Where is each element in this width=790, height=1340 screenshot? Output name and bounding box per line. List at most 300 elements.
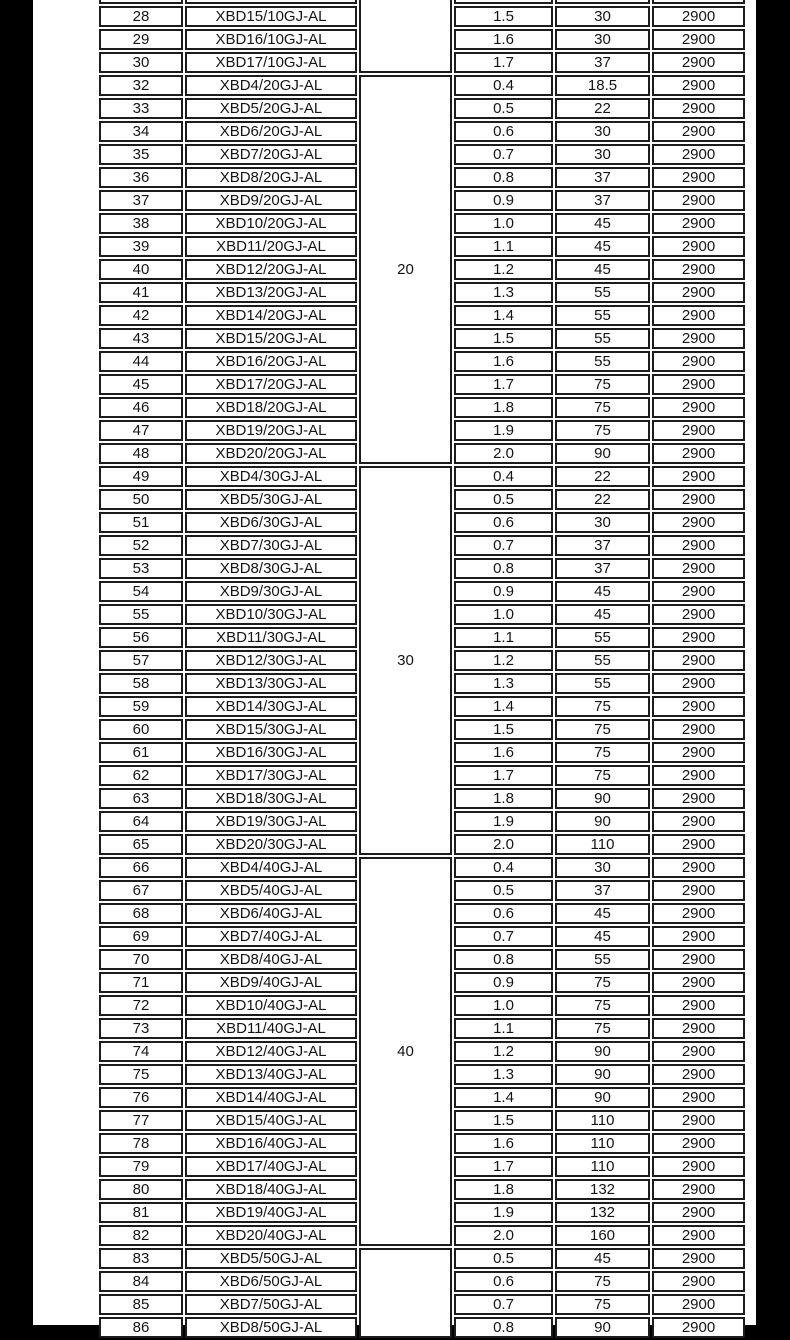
speed-cell: 2900 xyxy=(652,190,745,211)
model-cell: XBD17/40GJ-AL xyxy=(185,1156,357,1177)
model-cell: XBD15/40GJ-AL xyxy=(185,1110,357,1131)
model-cell: XBD19/30GJ-AL xyxy=(185,811,357,832)
speed-cell: 2900 xyxy=(652,121,745,142)
flow-cell: 0.8 xyxy=(454,558,553,579)
flow-cell: 1.5 xyxy=(454,1110,553,1131)
flow-cell: 0.6 xyxy=(454,512,553,533)
model-cell: XBD11/30GJ-AL xyxy=(185,627,357,648)
row-number-cell: 52 xyxy=(99,535,183,556)
flow-cell: 0.4 xyxy=(454,75,553,96)
row-number-cell: 35 xyxy=(99,144,183,165)
power-cell: 30 xyxy=(555,512,650,533)
row-number-cell: 40 xyxy=(99,259,183,280)
row-number-cell: 53 xyxy=(99,558,183,579)
speed-cell: 2900 xyxy=(652,374,745,395)
flow-cell: 1.6 xyxy=(454,351,553,372)
row-number-cell: 32 xyxy=(99,75,183,96)
model-cell: XBD11/40GJ-AL xyxy=(185,1018,357,1039)
model-cell: XBD5/40GJ-AL xyxy=(185,880,357,901)
power-cell: 37 xyxy=(555,880,650,901)
power-cell: 45 xyxy=(555,604,650,625)
speed-cell: 2900 xyxy=(652,52,745,73)
speed-cell: 2900 xyxy=(652,696,745,717)
model-cell: XBD5/50GJ-AL xyxy=(185,1248,357,1269)
speed-cell: 2900 xyxy=(652,972,745,993)
table-paper-background xyxy=(33,0,756,1336)
model-cell: XBD20/20GJ-AL xyxy=(185,443,357,464)
power-cell: 37 xyxy=(555,190,650,211)
power-cell: 55 xyxy=(555,305,650,326)
row-number-cell: 38 xyxy=(99,213,183,234)
model-cell: XBD13/40GJ-AL xyxy=(185,1064,357,1085)
flow-cell: 0.7 xyxy=(454,1294,553,1315)
model-cell: XBD9/30GJ-AL xyxy=(185,581,357,602)
group-label-cell xyxy=(359,1248,452,1338)
speed-cell: 2900 xyxy=(652,857,745,878)
model-cell: XBD14/20GJ-AL xyxy=(185,305,357,326)
power-cell: 45 xyxy=(555,581,650,602)
power-cell: 45 xyxy=(555,236,650,257)
row-number-cell: 66 xyxy=(99,857,183,878)
model-cell: XBD18/30GJ-AL xyxy=(185,788,357,809)
speed-cell: 2900 xyxy=(652,1179,745,1200)
model-cell: XBD20/40GJ-AL xyxy=(185,1225,357,1246)
power-cell: 75 xyxy=(555,742,650,763)
power-cell: 110 xyxy=(555,1110,650,1131)
model-cell: XBD10/20GJ-AL xyxy=(185,213,357,234)
model-cell: XBD18/40GJ-AL xyxy=(185,1179,357,1200)
power-cell: 75 xyxy=(555,420,650,441)
flow-cell: 0.4 xyxy=(454,466,553,487)
model-cell: XBD5/20GJ-AL xyxy=(185,98,357,119)
speed-cell: 2900 xyxy=(652,259,745,280)
model-cell: XBD7/30GJ-AL xyxy=(185,535,357,556)
flow-cell: 1.9 xyxy=(454,811,553,832)
row-number-cell: 75 xyxy=(99,1064,183,1085)
speed-cell xyxy=(652,0,745,4)
model-cell: XBD10/40GJ-AL xyxy=(185,995,357,1016)
row-number-cell: 72 xyxy=(99,995,183,1016)
row-number-cell: 77 xyxy=(99,1110,183,1131)
row-number-cell: 62 xyxy=(99,765,183,786)
speed-cell: 2900 xyxy=(652,995,745,1016)
model-cell: XBD8/50GJ-AL xyxy=(185,1317,357,1338)
power-cell: 30 xyxy=(555,6,650,27)
model-cell: XBD17/20GJ-AL xyxy=(185,374,357,395)
row-number-cell: 64 xyxy=(99,811,183,832)
speed-cell: 2900 xyxy=(652,627,745,648)
speed-cell: 2900 xyxy=(652,926,745,947)
flow-cell: 1.2 xyxy=(454,259,553,280)
flow-cell: 1.6 xyxy=(454,29,553,50)
flow-cell xyxy=(454,0,553,4)
speed-cell: 2900 xyxy=(652,443,745,464)
flow-cell: 0.6 xyxy=(454,903,553,924)
power-cell xyxy=(555,0,650,4)
group-label-cell: 40 xyxy=(359,857,452,1246)
group-label-cell xyxy=(359,0,452,73)
flow-cell: 0.5 xyxy=(454,98,553,119)
power-cell: 37 xyxy=(555,167,650,188)
power-cell: 55 xyxy=(555,627,650,648)
power-cell: 90 xyxy=(555,1064,650,1085)
row-number-cell: 42 xyxy=(99,305,183,326)
model-cell: XBD6/20GJ-AL xyxy=(185,121,357,142)
flow-cell: 1.8 xyxy=(454,1179,553,1200)
model-cell: XBD8/30GJ-AL xyxy=(185,558,357,579)
power-cell: 75 xyxy=(555,719,650,740)
model-cell: XBD6/30GJ-AL xyxy=(185,512,357,533)
table-row xyxy=(99,0,745,4)
flow-cell: 0.6 xyxy=(454,121,553,142)
model-cell: XBD6/40GJ-AL xyxy=(185,903,357,924)
model-cell: XBD15/10GJ-AL xyxy=(185,6,357,27)
row-number-cell: 68 xyxy=(99,903,183,924)
row-number-cell: 29 xyxy=(99,29,183,50)
flow-cell: 0.7 xyxy=(454,535,553,556)
power-cell: 45 xyxy=(555,213,650,234)
model-cell: XBD7/40GJ-AL xyxy=(185,926,357,947)
power-cell: 22 xyxy=(555,98,650,119)
speed-cell: 2900 xyxy=(652,1225,745,1246)
row-number-cell: 78 xyxy=(99,1133,183,1154)
flow-cell: 1.3 xyxy=(454,1064,553,1085)
power-cell: 55 xyxy=(555,351,650,372)
table-row xyxy=(99,466,745,487)
speed-cell: 2900 xyxy=(652,788,745,809)
power-cell: 90 xyxy=(555,1087,650,1108)
speed-cell: 2900 xyxy=(652,1041,745,1062)
row-number-cell: 59 xyxy=(99,696,183,717)
speed-cell: 2900 xyxy=(652,1064,745,1085)
row-number-cell: 47 xyxy=(99,420,183,441)
row-number-cell: 41 xyxy=(99,282,183,303)
flow-cell: 1.3 xyxy=(454,673,553,694)
model-cell: XBD7/50GJ-AL xyxy=(185,1294,357,1315)
group-label-cell: 30 xyxy=(359,466,452,855)
speed-cell: 2900 xyxy=(652,1087,745,1108)
speed-cell: 2900 xyxy=(652,75,745,96)
flow-cell: 1.3 xyxy=(454,282,553,303)
table-row xyxy=(99,1248,745,1269)
speed-cell: 2900 xyxy=(652,512,745,533)
row-number-cell: 48 xyxy=(99,443,183,464)
speed-cell: 2900 xyxy=(652,98,745,119)
flow-cell: 1.8 xyxy=(454,397,553,418)
row-number-cell: 28 xyxy=(99,6,183,27)
power-cell: 160 xyxy=(555,1225,650,1246)
speed-cell: 2900 xyxy=(652,236,745,257)
speed-cell: 2900 xyxy=(652,719,745,740)
model-cell: XBD19/20GJ-AL xyxy=(185,420,357,441)
model-cell: XBD8/20GJ-AL xyxy=(185,167,357,188)
power-cell: 75 xyxy=(555,1018,650,1039)
speed-cell: 2900 xyxy=(652,282,745,303)
power-cell: 90 xyxy=(555,443,650,464)
row-number-cell: 33 xyxy=(99,98,183,119)
row-number-cell: 81 xyxy=(99,1202,183,1223)
power-cell: 110 xyxy=(555,834,650,855)
row-number-cell: 69 xyxy=(99,926,183,947)
power-cell: 37 xyxy=(555,558,650,579)
flow-cell: 1.0 xyxy=(454,213,553,234)
flow-cell: 0.8 xyxy=(454,949,553,970)
speed-cell: 2900 xyxy=(652,1202,745,1223)
power-cell: 55 xyxy=(555,328,650,349)
speed-cell: 2900 xyxy=(652,167,745,188)
flow-cell: 1.5 xyxy=(454,6,553,27)
model-cell: XBD19/40GJ-AL xyxy=(185,1202,357,1223)
speed-cell: 2900 xyxy=(652,558,745,579)
model-cell: XBD4/20GJ-AL xyxy=(185,75,357,96)
row-number-cell: 86 xyxy=(99,1317,183,1338)
row-number-cell: 50 xyxy=(99,489,183,510)
model-cell: XBD11/20GJ-AL xyxy=(185,236,357,257)
power-cell: 110 xyxy=(555,1156,650,1177)
speed-cell: 2900 xyxy=(652,834,745,855)
speed-cell: 2900 xyxy=(652,742,745,763)
model-cell: XBD7/20GJ-AL xyxy=(185,144,357,165)
speed-cell: 2900 xyxy=(652,6,745,27)
row-number-cell: 54 xyxy=(99,581,183,602)
model-cell: XBD16/10GJ-AL xyxy=(185,29,357,50)
flow-cell: 1.4 xyxy=(454,305,553,326)
flow-cell: 2.0 xyxy=(454,834,553,855)
power-cell: 30 xyxy=(555,857,650,878)
model-cell: XBD17/10GJ-AL xyxy=(185,52,357,73)
speed-cell: 2900 xyxy=(652,1271,745,1292)
model-cell: XBD12/30GJ-AL xyxy=(185,650,357,671)
speed-cell: 2900 xyxy=(652,29,745,50)
power-cell: 18.5 xyxy=(555,75,650,96)
flow-cell: 1.5 xyxy=(454,719,553,740)
flow-cell: 0.9 xyxy=(454,190,553,211)
flow-cell: 1.0 xyxy=(454,995,553,1016)
power-cell: 37 xyxy=(555,535,650,556)
speed-cell: 2900 xyxy=(652,1018,745,1039)
model-cell: XBD15/20GJ-AL xyxy=(185,328,357,349)
speed-cell: 2900 xyxy=(652,765,745,786)
model-cell: XBD4/30GJ-AL xyxy=(185,466,357,487)
speed-cell: 2900 xyxy=(652,1248,745,1269)
row-number-cell: 51 xyxy=(99,512,183,533)
model-cell: XBD14/30GJ-AL xyxy=(185,696,357,717)
model-cell: XBD16/40GJ-AL xyxy=(185,1133,357,1154)
speed-cell: 2900 xyxy=(652,1317,745,1338)
power-cell: 30 xyxy=(555,144,650,165)
model-cell: XBD12/40GJ-AL xyxy=(185,1041,357,1062)
row-number-cell: 65 xyxy=(99,834,183,855)
row-number-cell: 61 xyxy=(99,742,183,763)
power-cell: 90 xyxy=(555,811,650,832)
flow-cell: 1.7 xyxy=(454,374,553,395)
power-cell: 90 xyxy=(555,1041,650,1062)
model-cell: XBD4/40GJ-AL xyxy=(185,857,357,878)
model-cell: XBD9/20GJ-AL xyxy=(185,190,357,211)
speed-cell: 2900 xyxy=(652,489,745,510)
pump-spec-table xyxy=(97,0,747,1340)
row-number-cell xyxy=(99,0,183,4)
speed-cell: 2900 xyxy=(652,604,745,625)
model-cell: XBD16/30GJ-AL xyxy=(185,742,357,763)
power-cell: 45 xyxy=(555,259,650,280)
row-number-cell: 85 xyxy=(99,1294,183,1315)
speed-cell: 2900 xyxy=(652,305,745,326)
flow-cell: 0.7 xyxy=(454,144,553,165)
row-number-cell: 74 xyxy=(99,1041,183,1062)
speed-cell: 2900 xyxy=(652,949,745,970)
power-cell: 22 xyxy=(555,466,650,487)
speed-cell: 2900 xyxy=(652,673,745,694)
power-cell: 30 xyxy=(555,121,650,142)
flow-cell: 0.7 xyxy=(454,926,553,947)
flow-cell: 1.5 xyxy=(454,328,553,349)
flow-cell: 1.1 xyxy=(454,1018,553,1039)
model-cell: XBD13/30GJ-AL xyxy=(185,673,357,694)
row-number-cell: 49 xyxy=(99,466,183,487)
power-cell: 75 xyxy=(555,972,650,993)
model-cell: XBD10/30GJ-AL xyxy=(185,604,357,625)
model-cell: XBD14/40GJ-AL xyxy=(185,1087,357,1108)
power-cell: 55 xyxy=(555,282,650,303)
flow-cell: 1.6 xyxy=(454,742,553,763)
power-cell: 55 xyxy=(555,673,650,694)
flow-cell: 1.9 xyxy=(454,1202,553,1223)
power-cell: 55 xyxy=(555,650,650,671)
flow-cell: 0.9 xyxy=(454,972,553,993)
flow-cell: 1.2 xyxy=(454,1041,553,1062)
model-cell: XBD6/50GJ-AL xyxy=(185,1271,357,1292)
power-cell: 75 xyxy=(555,765,650,786)
flow-cell: 1.6 xyxy=(454,1133,553,1154)
power-cell: 30 xyxy=(555,29,650,50)
flow-cell: 0.5 xyxy=(454,1248,553,1269)
power-cell: 75 xyxy=(555,696,650,717)
row-number-cell: 79 xyxy=(99,1156,183,1177)
row-number-cell: 30 xyxy=(99,52,183,73)
flow-cell: 1.7 xyxy=(454,765,553,786)
speed-cell: 2900 xyxy=(652,213,745,234)
speed-cell: 2900 xyxy=(652,581,745,602)
speed-cell: 2900 xyxy=(652,811,745,832)
power-cell: 45 xyxy=(555,903,650,924)
table-row xyxy=(99,75,745,96)
row-number-cell: 37 xyxy=(99,190,183,211)
row-number-cell: 71 xyxy=(99,972,183,993)
row-number-cell: 58 xyxy=(99,673,183,694)
row-number-cell: 73 xyxy=(99,1018,183,1039)
spec-table-body xyxy=(99,0,745,1338)
power-cell: 90 xyxy=(555,788,650,809)
flow-cell: 1.7 xyxy=(454,1156,553,1177)
flow-cell: 1.1 xyxy=(454,236,553,257)
power-cell: 75 xyxy=(555,1271,650,1292)
model-cell: XBD8/40GJ-AL xyxy=(185,949,357,970)
flow-cell: 0.9 xyxy=(454,581,553,602)
row-number-cell: 80 xyxy=(99,1179,183,1200)
flow-cell: 0.5 xyxy=(454,489,553,510)
speed-cell: 2900 xyxy=(652,1110,745,1131)
row-number-cell: 57 xyxy=(99,650,183,671)
speed-cell: 2900 xyxy=(652,1294,745,1315)
speed-cell: 2900 xyxy=(652,351,745,372)
row-number-cell: 84 xyxy=(99,1271,183,1292)
row-number-cell: 46 xyxy=(99,397,183,418)
flow-cell: 1.4 xyxy=(454,696,553,717)
row-number-cell: 39 xyxy=(99,236,183,257)
power-cell: 132 xyxy=(555,1202,650,1223)
speed-cell: 2900 xyxy=(652,420,745,441)
flow-cell: 0.5 xyxy=(454,880,553,901)
model-cell: XBD13/20GJ-AL xyxy=(185,282,357,303)
model-cell xyxy=(185,0,357,4)
row-number-cell: 83 xyxy=(99,1248,183,1269)
power-cell: 75 xyxy=(555,1294,650,1315)
flow-cell: 1.1 xyxy=(454,627,553,648)
flow-cell: 2.0 xyxy=(454,1225,553,1246)
power-cell: 75 xyxy=(555,995,650,1016)
model-cell: XBD12/20GJ-AL xyxy=(185,259,357,280)
flow-cell: 0.8 xyxy=(454,167,553,188)
row-number-cell: 55 xyxy=(99,604,183,625)
flow-cell: 0.6 xyxy=(454,1271,553,1292)
row-number-cell: 63 xyxy=(99,788,183,809)
model-cell: XBD16/20GJ-AL xyxy=(185,351,357,372)
flow-cell: 1.8 xyxy=(454,788,553,809)
flow-cell: 0.4 xyxy=(454,857,553,878)
row-number-cell: 36 xyxy=(99,167,183,188)
model-cell: XBD18/20GJ-AL xyxy=(185,397,357,418)
row-number-cell: 43 xyxy=(99,328,183,349)
model-cell: XBD9/40GJ-AL xyxy=(185,972,357,993)
model-cell: XBD15/30GJ-AL xyxy=(185,719,357,740)
power-cell: 55 xyxy=(555,949,650,970)
flow-cell: 0.8 xyxy=(454,1317,553,1338)
speed-cell: 2900 xyxy=(652,144,745,165)
speed-cell: 2900 xyxy=(652,1156,745,1177)
table-row xyxy=(99,857,745,878)
row-number-cell: 76 xyxy=(99,1087,183,1108)
power-cell: 37 xyxy=(555,52,650,73)
row-number-cell: 70 xyxy=(99,949,183,970)
flow-cell: 2.0 xyxy=(454,443,553,464)
power-cell: 45 xyxy=(555,926,650,947)
power-cell: 110 xyxy=(555,1133,650,1154)
power-cell: 22 xyxy=(555,489,650,510)
speed-cell: 2900 xyxy=(652,466,745,487)
power-cell: 75 xyxy=(555,397,650,418)
flow-cell: 1.0 xyxy=(454,604,553,625)
speed-cell: 2900 xyxy=(652,535,745,556)
model-cell: XBD5/30GJ-AL xyxy=(185,489,357,510)
flow-cell: 1.4 xyxy=(454,1087,553,1108)
row-number-cell: 44 xyxy=(99,351,183,372)
power-cell: 75 xyxy=(555,374,650,395)
speed-cell: 2900 xyxy=(652,880,745,901)
row-number-cell: 56 xyxy=(99,627,183,648)
row-number-cell: 60 xyxy=(99,719,183,740)
row-number-cell: 34 xyxy=(99,121,183,142)
row-number-cell: 45 xyxy=(99,374,183,395)
speed-cell: 2900 xyxy=(652,903,745,924)
flow-cell: 1.7 xyxy=(454,52,553,73)
speed-cell: 2900 xyxy=(652,397,745,418)
power-cell: 90 xyxy=(555,1317,650,1338)
power-cell: 45 xyxy=(555,1248,650,1269)
power-cell: 132 xyxy=(555,1179,650,1200)
speed-cell: 2900 xyxy=(652,328,745,349)
model-cell: XBD20/30GJ-AL xyxy=(185,834,357,855)
